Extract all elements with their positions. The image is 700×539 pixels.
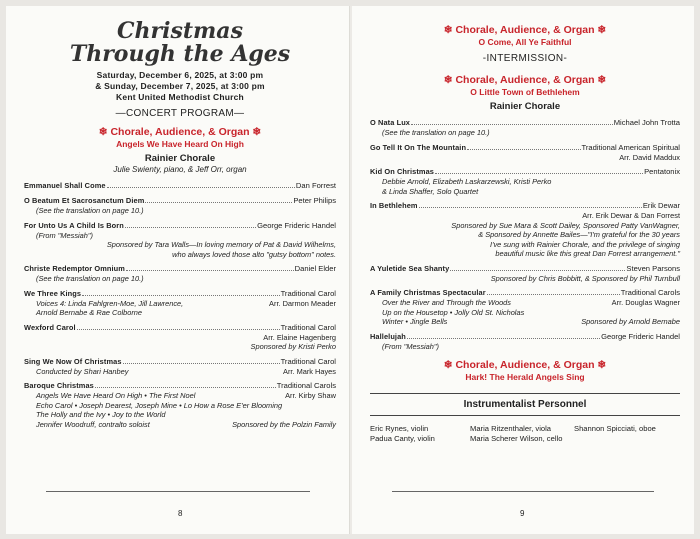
piece-note-line [24, 299, 336, 309]
piece-title-row [24, 221, 336, 231]
page-left [6, 6, 350, 534]
choir-name: Rainier Chorale [144, 153, 216, 164]
piece-note-right: Arr. Elaine Hagenberg [263, 332, 336, 342]
section-subheading: Angels We Have Heard On High [116, 139, 244, 149]
program-piece [370, 201, 680, 259]
program-piece [370, 143, 680, 163]
personnel-title: Instrumentalist Personnel [370, 393, 680, 416]
personnel-list [370, 424, 680, 444]
piece-title: O Nata Lux [370, 118, 411, 127]
piece-title: We Three Kings [24, 288, 82, 298]
personnel-entry: Shannon Spicciati, oboe [574, 424, 656, 433]
piece-composer: Dan Forrest [295, 181, 336, 190]
page-number: 8 [178, 509, 183, 518]
piece-note-left [370, 240, 382, 250]
piece-note-line [370, 221, 680, 231]
program-piece [370, 118, 680, 138]
piece-title-row [24, 196, 336, 206]
piece-title-row [24, 264, 336, 274]
program-piece [24, 196, 336, 216]
program-piece [370, 167, 680, 196]
dot-leader [77, 329, 280, 330]
piece-note-left [24, 342, 36, 352]
dot-leader [435, 173, 643, 174]
piece-note-right: Sponsored by Kristi Perko [250, 342, 336, 351]
piece-note-line [24, 250, 336, 260]
piece-note-line [370, 230, 680, 240]
piece-note-left: Arnold Bernabe & Rae Colborne [36, 308, 142, 317]
dot-leader [126, 270, 294, 271]
piece-note-left: Echo Carol • Joseph Dearest, Joseph Mine • Lo How a Rose E'er Blooming [36, 400, 283, 410]
piece-title: A Family Christmas Spectacular [370, 288, 486, 297]
piece-note-line [24, 401, 336, 411]
piece-note-left [370, 221, 382, 231]
dot-leader [123, 363, 280, 364]
dot-leader [411, 124, 613, 125]
piece-composer: Daniel Elder [294, 264, 336, 273]
piece-title: Go Tell It On The Mountain [370, 142, 467, 152]
piece-note-left [370, 274, 382, 284]
piece-note-line [24, 231, 336, 241]
piece-note-right: who always loved those alto "gutsy bottom" notes. [172, 249, 336, 259]
piece-note-left: Up on the Housetop • Jolly Old St. Nicholas [382, 307, 525, 317]
personnel-entry: Maria Scherer Wilson, cello [470, 434, 563, 443]
piece-note-left: (From "Messiah") [36, 230, 93, 240]
piece-composer: Erik Dewar [642, 201, 680, 210]
piece-title: Emmanuel Shall Come [24, 181, 106, 190]
program-piece [370, 264, 680, 284]
piece-note-right: Sponsored by Tara Walls—In loving memory of Pat & David Wilhelms, [106, 240, 336, 249]
piece-note-left: (From "Messiah") [382, 341, 439, 351]
date-saturday: Saturday, December 6, 2025, at 3:00 pm [96, 70, 264, 80]
piece-note-line [24, 274, 336, 284]
piece-note-left: Over the River and Through the Woods [382, 298, 511, 307]
right-piece-list [370, 118, 680, 351]
piece-title: Baroque Christmas [24, 381, 94, 390]
piece-composer: Traditional American Spiritual [581, 142, 680, 152]
section-subheading: O Little Town of Bethlehem [470, 87, 580, 97]
piece-note-line [370, 240, 680, 250]
piece-note-right: Arr. Erik Dewar & Dan Forrest [582, 211, 680, 220]
section-heading: ❄ Chorale, Audience, & Organ ❄ [443, 74, 607, 86]
piece-note-right: Arr. David Maddux [619, 152, 680, 162]
dot-leader [467, 149, 580, 150]
personnel-entry: Maria Ritzenthaler, viola [470, 424, 552, 433]
section-heading: ❄ Chorale, Audience, & Organ ❄ [443, 359, 607, 371]
section-subheading: Hark! The Herald Angels Sing [465, 372, 585, 382]
piece-title: For Unto Us A Child Is Born [24, 220, 124, 230]
piece-title: O Beatum Et Sacrosanctum Diem [24, 196, 145, 205]
piece-note-left: (See the translation on page 10.) [36, 206, 144, 215]
piece-note-left [370, 211, 382, 221]
piece-composer: Traditional Carol [280, 356, 336, 366]
section-heading: ❄ Chorale, Audience, & Organ ❄ [98, 126, 262, 138]
program-piece [24, 357, 336, 377]
dot-leader [82, 295, 279, 296]
piece-note-left: Conducted by Shari Hanbey [36, 366, 129, 376]
piece-title-row [370, 332, 680, 342]
piece-note-left [370, 153, 382, 163]
dot-leader [107, 187, 295, 188]
piece-note-left: (See the translation on page 10.) [382, 128, 490, 137]
piece-note-line [370, 249, 680, 259]
piece-note-left: Jennifer Woodruff, contralto soloist [36, 419, 150, 429]
piece-note-left: (See the translation on page 10.) [36, 274, 144, 283]
concert-program-label: —CONCERT PROGRAM— [115, 108, 245, 119]
dot-leader [450, 270, 625, 271]
piece-title: In Bethlehem [370, 201, 418, 210]
program-piece [24, 381, 336, 429]
program-piece [24, 289, 336, 318]
intermission-label: -INTERMISSION- [482, 53, 568, 64]
piece-note-line [370, 177, 680, 187]
dot-leader [95, 387, 276, 388]
piece-note-left: Debbie Arnold, Elizabeth Laskarzewski, Kristi Perko [382, 177, 552, 186]
section-heading: ❄ Chorale, Audience, & Organ ❄ [443, 24, 607, 36]
program-piece [24, 264, 336, 284]
piece-note-line [24, 420, 336, 430]
personnel-entry: Padua Canty, violin [370, 434, 435, 443]
piece-note-line [370, 308, 680, 318]
dot-leader [145, 202, 292, 203]
piece-title: Sing We Now Of Christmas [24, 356, 122, 366]
program-piece [370, 332, 680, 352]
piece-title-row [24, 181, 336, 191]
piece-note-right: Sponsored by the Polzin Family [232, 419, 336, 429]
piece-composer: Pentatonix [644, 167, 680, 176]
piece-note-right: Sponsored by Sue Mara & Scott Dailey, Sponsored Patty VanWagner, [451, 220, 680, 230]
date-sunday: & Sunday, December 7, 2025, at 3:00 pm [95, 81, 265, 91]
piece-note-line [370, 187, 680, 197]
program-piece [370, 288, 680, 327]
piece-title: A Yuletide Sea Shanty [370, 263, 450, 273]
piece-note-right: Sponsored by Chris Bobbitt, & Sponsored by Phil Turnbull [490, 273, 680, 283]
piece-note-line [24, 333, 336, 343]
piece-note-right: I've sung with Rainier Chorale, and the privilege of singing [490, 239, 680, 249]
piece-note-line [24, 342, 336, 352]
piece-note-left [370, 230, 382, 240]
piece-composer: Traditional Carol [280, 288, 336, 298]
page-right [352, 6, 694, 534]
piece-note-line [24, 240, 336, 250]
page-divider [392, 491, 654, 492]
piece-note-left: Voices 4: Linda Fahlgren-Moe, Jill Lawrence, [36, 298, 184, 308]
piece-composer: Traditional Carol [280, 322, 336, 332]
left-piece-list [24, 181, 336, 429]
piece-note-left [24, 240, 36, 250]
program-piece [24, 181, 336, 191]
piece-note-left [370, 249, 382, 259]
accompanists: Julie Swienty, piano, & Jeff Orr, organ [113, 165, 247, 174]
piece-title: Kid On Christmas [370, 167, 435, 176]
piece-note-line [370, 153, 680, 163]
piece-composer: Traditional Carols [276, 381, 336, 390]
page-divider [46, 491, 310, 492]
piece-note-left: & Linda Shaffer, Solo Quartet [382, 186, 479, 196]
piece-title-row [24, 381, 336, 391]
piece-composer: Peter Philips [293, 196, 336, 205]
piece-note-line [24, 206, 336, 216]
piece-note-line [370, 298, 680, 308]
piece-note-line [24, 308, 336, 318]
piece-composer: Michael John Trotta [613, 118, 680, 127]
piece-note-left: The Holly and the Ivy • Joy to the World [36, 410, 166, 419]
title-christmas: Christmas [117, 18, 243, 44]
piece-note-line [24, 410, 336, 420]
piece-title-row [24, 289, 336, 299]
piece-note-left: Winter • Jingle Bells [382, 317, 448, 326]
title-through-the-ages: Through the Ages [69, 41, 291, 67]
piece-note-right: Arr. Kirby Shaw [285, 391, 336, 400]
piece-composer: George Frideric Handel [601, 331, 680, 341]
piece-note-right: Arr. Mark Hayes [283, 366, 336, 376]
piece-composer: Traditional Carols [620, 288, 680, 297]
piece-note-left [24, 333, 36, 343]
piece-title: Wexford Carol [24, 322, 76, 332]
piece-note-line [370, 342, 680, 352]
piece-note-line [24, 367, 336, 377]
dot-leader [419, 207, 642, 208]
piece-title: Christe Redemptor Omnium [24, 264, 125, 273]
personnel-entry: Eric Rynes, violin [370, 424, 429, 433]
piece-note-line [370, 274, 680, 284]
piece-composer: George Frideric Handel [257, 220, 336, 230]
piece-note-line [370, 211, 680, 221]
piece-title-row [24, 323, 336, 333]
page-number: 9 [520, 509, 525, 518]
choir-name: Rainier Chorale [489, 101, 561, 112]
piece-note-right: & Sponsored by Annette Bailes—"I'm grateful for the 30 years [478, 230, 680, 239]
piece-title: Hallelujah [370, 331, 406, 341]
piece-note-left: Angels We Have Heard On High • The First Noel [36, 391, 196, 400]
piece-note-right: Arr. Darmon Meader [269, 298, 336, 308]
piece-composer: Steven Parsons [626, 263, 680, 273]
piece-title-row [370, 288, 680, 298]
piece-title-row [370, 201, 680, 211]
piece-note-line [370, 317, 680, 327]
piece-note-line [24, 391, 336, 401]
section-subheading: O Come, All Ye Faithful [478, 37, 572, 47]
dot-leader [407, 338, 600, 339]
dot-leader [125, 227, 256, 228]
piece-title-row [370, 264, 680, 274]
piece-note-right: beautiful music like this great Dan Forrest arrangement." [495, 249, 680, 258]
piece-note-line [370, 128, 680, 138]
program-piece [24, 221, 336, 260]
piece-title-row [24, 357, 336, 367]
piece-title-row [370, 167, 680, 177]
dot-leader [487, 294, 620, 295]
piece-title-row [370, 118, 680, 128]
piece-note-right: Sponsored by Arnold Bernabe [581, 317, 680, 326]
piece-title-row [370, 143, 680, 153]
venue: Kent United Methodist Church [116, 92, 244, 102]
piece-note-right: Arr. Douglas Wagner [611, 298, 680, 307]
piece-note-left [24, 250, 36, 260]
program-piece [24, 323, 336, 352]
